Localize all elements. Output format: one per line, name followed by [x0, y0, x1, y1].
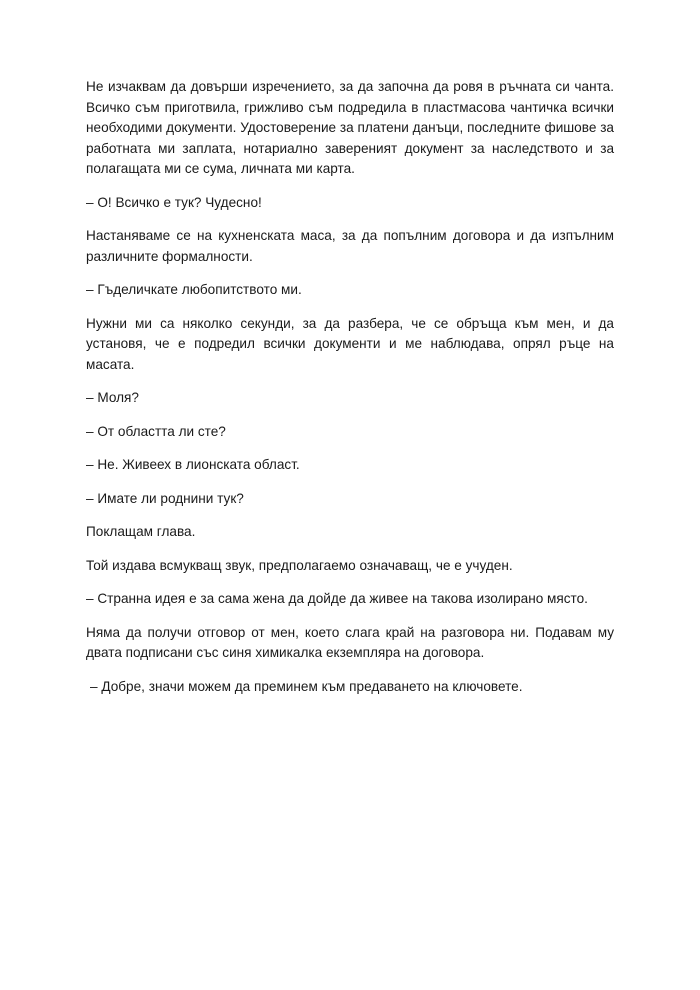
- paragraph-13: Няма да получи отговор от мен, което слага край на разговора ни. Подавам му двата подписани със синя химикалка екземпляра на договора.: [86, 624, 614, 660]
- paragraph-12: – Странна идея е за сама жена да дойде да живее на такова изолирано място.: [86, 591, 588, 606]
- paragraph-5: Нужни ми са няколко секунди, за да разбера, че се обръща към мен, и да установя, че е подредил всички документи и ме наблюдава, опрял ръце на масата.: [86, 315, 614, 372]
- paragraph-8: – Не. Живеех в лионската област.: [86, 457, 300, 472]
- paragraph-9: – Имате ли роднини тук?: [86, 490, 244, 506]
- paragraph-2: – О! Всичко е тук? Чудесно!: [86, 194, 262, 210]
- paragraph-4: – Гъделичкате любопитството ми.: [86, 282, 302, 297]
- body-text: [86, 77, 614, 710]
- paragraph-1: Не изчаквам да довърши изречението, за да започна да ровя в ръчната си чанта. Всичко съм приготвила, грижливо съм подредила в пластмасова чантичка всички необходими документи. Удостоверение за платени данъци, последните фишове за работната ми заплата, нотариално завереният документ за наследството и за полагащата ми се сума, личната ми карта.: [86, 79, 614, 176]
- paragraph-11: Той издава всмукващ звук, предполагаемо означаващ, че е учуден.: [86, 557, 513, 573]
- paragraph-6: – Моля?: [86, 390, 139, 405]
- paragraph-7: – От областта ли сте?: [86, 423, 226, 439]
- paragraph-10: Поклащам глава.: [86, 524, 196, 539]
- paragraph-3: Настаняваме се на кухненската маса, за да попълним договора и да изпълним различните формалности.: [86, 228, 614, 264]
- paragraph-14: – Добре, значи можем да преминем към предаването на ключовете.: [90, 678, 523, 694]
